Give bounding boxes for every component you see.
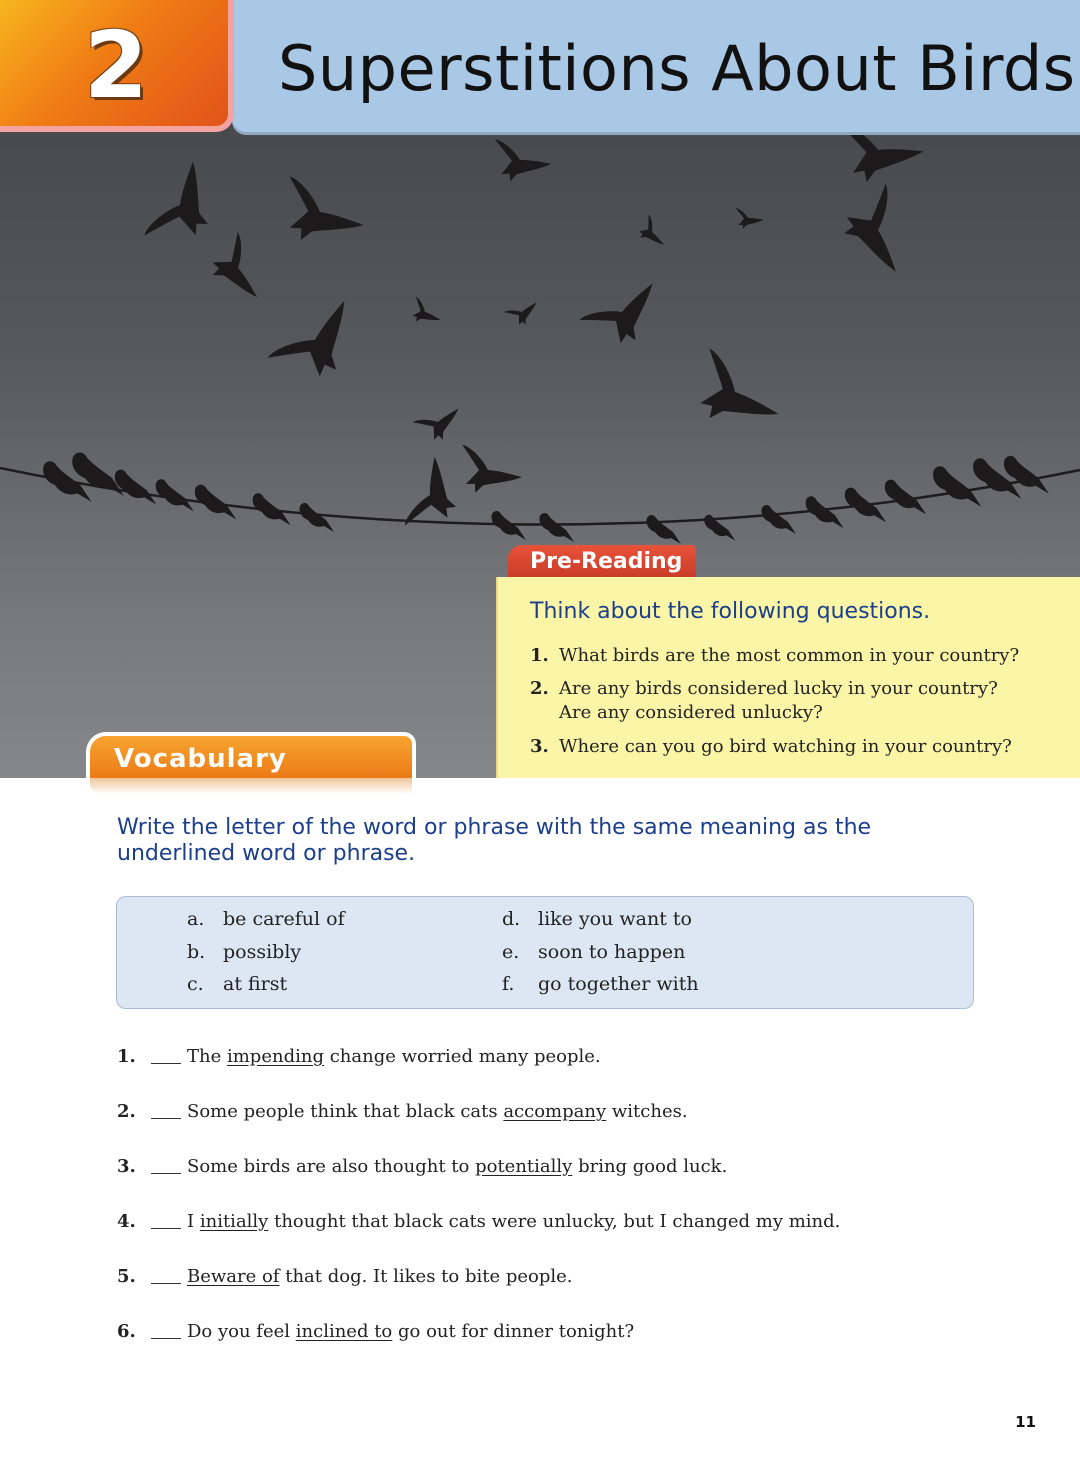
answer-options-box [116, 896, 974, 1009]
page-number: 11 [1015, 1413, 1036, 1431]
answer-option: c. at first [187, 973, 288, 995]
flying-birds [144, 123, 925, 540]
vocabulary-item: 4. I initially thought that black cats were unlucky, but I changed my mind. [117, 1211, 841, 1232]
answer-option: a. be careful of [187, 908, 345, 930]
title-band [232, 0, 1080, 132]
vocabulary-instructions: Write the letter of the word or phrase with the same meaning as the underlined word or phrase. [117, 815, 872, 866]
pre-reading-question: 3. Where can you go bird watching in your country? [530, 736, 1012, 757]
vocabulary-item: 5. Beware of that dog. It likes to bite people. [117, 1266, 573, 1287]
answer-option: d. like you want to [502, 908, 692, 930]
answer-blank[interactable] [151, 1267, 181, 1284]
pre-reading-question: 2. Are any birds considered lucky in your country? Are any considered unlucky? [530, 678, 998, 723]
pre-reading-tab: Pre-Reading [508, 545, 696, 579]
chapter-number: 2 [84, 12, 149, 119]
vocabulary-item: 3. Some birds are also thought to potentially bring good luck. [117, 1156, 728, 1177]
pre-reading-question: 1. What birds are the most common in your country? [530, 645, 1020, 666]
answer-blank[interactable] [151, 1102, 181, 1119]
chapter-badge [0, 0, 234, 132]
pre-reading-heading: Think about the following questions. [530, 599, 931, 624]
answer-option: e. soon to happen [502, 941, 686, 963]
pre-reading-box [496, 577, 1080, 778]
vocabulary-preview-title: Vocabulary [114, 744, 287, 774]
answer-option: f. go together with [502, 973, 699, 995]
vocabulary-item: 6. Do you feel inclined to go out for dinner tonight? [117, 1321, 635, 1342]
perched-birds [43, 453, 1049, 545]
vocabulary-preview-tab [86, 732, 416, 778]
answer-blank[interactable] [151, 1322, 181, 1339]
answer-blank[interactable] [151, 1212, 181, 1229]
answer-blank[interactable] [151, 1047, 181, 1064]
answer-option: b. possibly [187, 941, 302, 963]
answer-blank[interactable] [151, 1157, 181, 1174]
vocabulary-tab-shadow [90, 778, 412, 794]
vocabulary-item: 1. The impending change worried many people. [117, 1046, 601, 1067]
vocabulary-item: 2. Some people think that black cats accompany witches. [117, 1101, 688, 1122]
page-title: Superstitions About Birds [278, 32, 1076, 105]
